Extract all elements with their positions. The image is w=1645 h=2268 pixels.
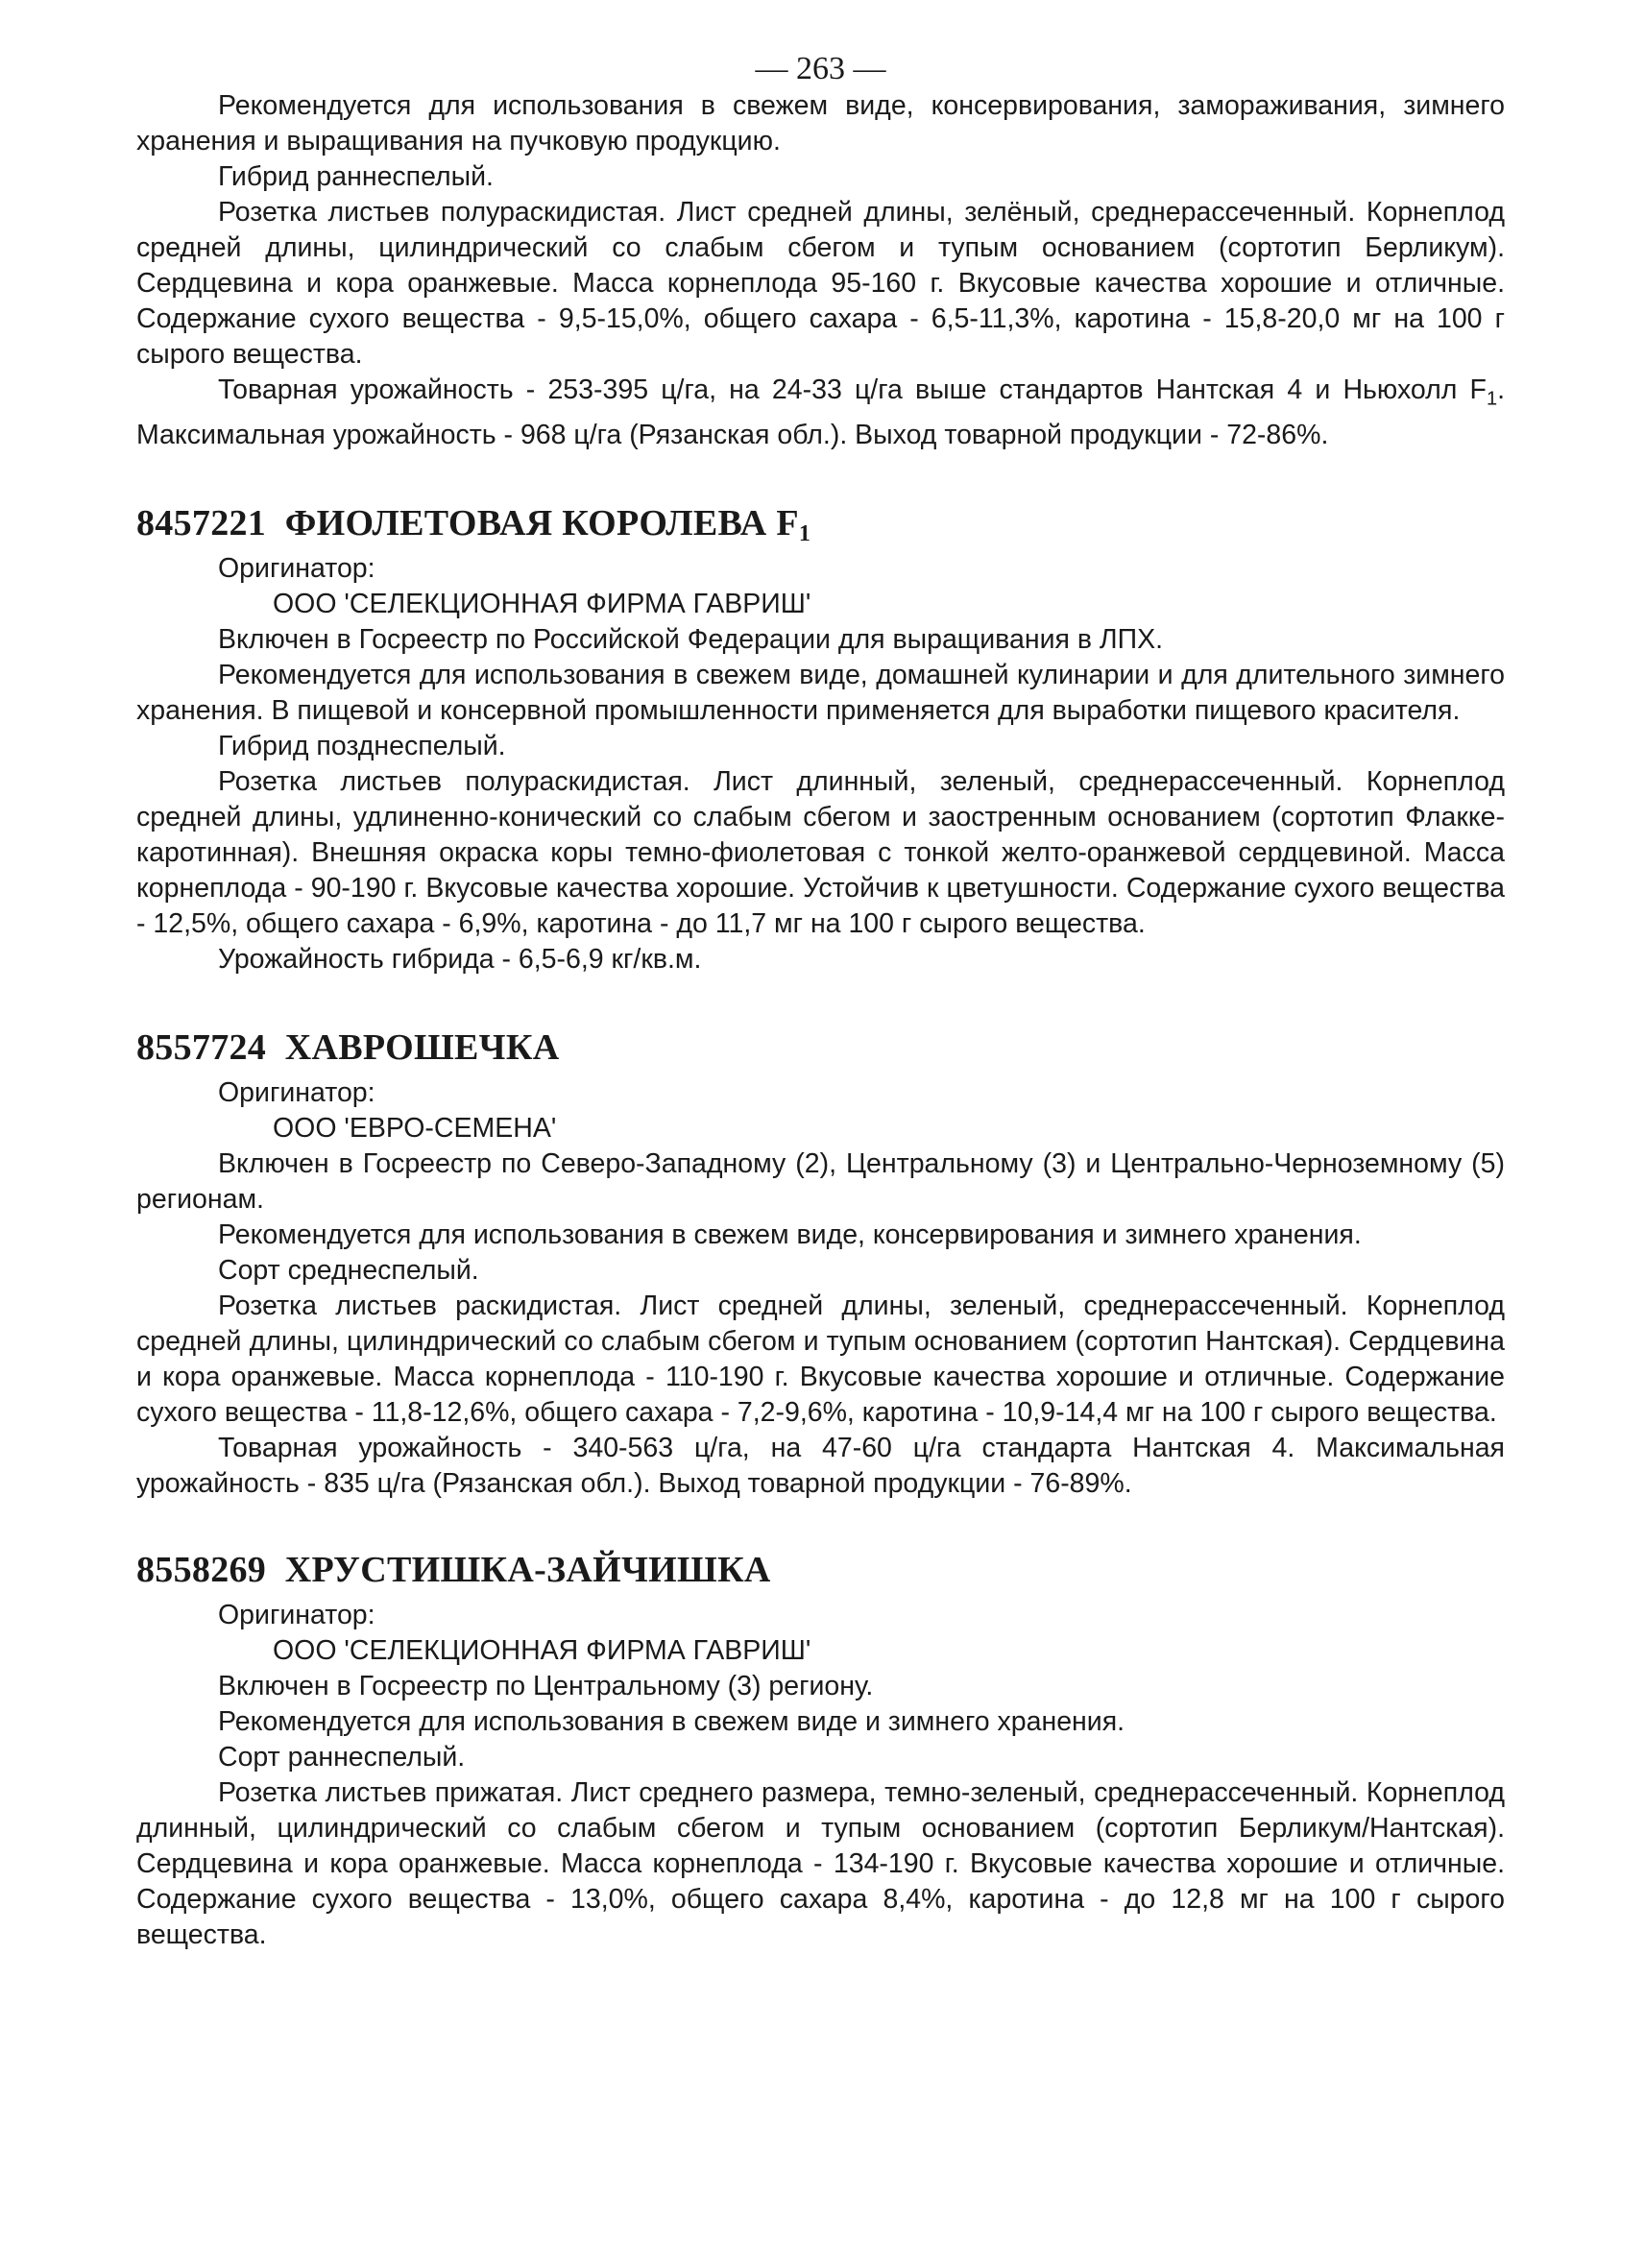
entry-name-subscript: 1 xyxy=(798,520,811,546)
maturity-text: Сорт среднеспелый. xyxy=(218,1254,479,1286)
document-page xyxy=(136,50,1505,1953)
description-text: Розетка листьев полураскидистая. Лист средней длины, зелёный, среднерассеченный. Корнеплод средней длины, цилиндрический со слабым сбегом и тупым основанием (сортотип Берликум). Сердцевина и кора оранжевые. Масса корнеплода 95-160 г. Вкусовые качества хорошие и отличные. Содержание сухого вещества - 9,5-15,0%, общего сахара - 6,5-11,3%, каротина - 15,8-20,0 мг на 100 г сырого вещества. xyxy=(136,197,1505,370)
maturity-text: Гибрид раннеспелый. xyxy=(218,161,494,192)
maturity-text: Сорт раннеспелый. xyxy=(218,1741,466,1773)
entry-name: ХРУСТИШКА-ЗАЙЧИШКА xyxy=(284,1549,771,1590)
entry-name: ХАВРОШЕЧКА xyxy=(284,1026,560,1068)
recommendation-text: Рекомендуется для использования в свежем виде, консервирования и зимнего хранения. xyxy=(218,1218,1362,1250)
yield-text-part1: Товарная урожайность - 253-395 ц/га, на 24-33 ц/га выше стандартов Нантская 4 и Ньюхолл F xyxy=(218,374,1487,405)
description-text: Розетка листьев прижатая. Лист среднего размера, темно-зеленый, среднерассеченный. Корнеплод длинный, цилиндрический со слабым сбегом и тупым основанием (сортотип Берликум/Нантская). Сердцевина и кора оранжевые. Масса корнеплода - 134-190 г. Вкусовые качества хорошие и отличные. Содержание сухого вещества - 13,0%, общего сахара 8,4%, каротина - до 12,8 мг на 100 г сырого вещества. xyxy=(136,1776,1505,1950)
entry-title xyxy=(136,501,1505,545)
registry-text: Включен в Госреестр по Северо-Западному (2), Центральному (3) и Центрально-Черноземному (5) регионам. xyxy=(136,1147,1505,1215)
yield-text: Товарная урожайность - 340-563 ц/га, на 47-60 ц/га стандарта Нантская 4. Максимальная урожайность - 835 ц/га (Рязанская обл.). Выход товарной продукции - 76-89%. xyxy=(136,1432,1505,1499)
registry-text: Включен в Госреестр по Российской Федерации для выращивания в ЛПХ. xyxy=(218,623,1164,655)
entry-title xyxy=(136,1548,1505,1592)
registry-text: Включен в Госреестр по Центральному (3) региону. xyxy=(218,1670,874,1701)
entry-number: 8557724 xyxy=(136,1026,267,1068)
originator-name: ООО 'СЕЛЕКЦИОННАЯ ФИРМА ГАВРИШ' xyxy=(273,588,811,619)
description-text: Розетка листьев полураскидистая. Лист длинный, зеленый, среднерассеченный. Корнеплод средней длины, удлиненно-конический со слабым сбегом и заостренным основанием (сортотип Флакке-каротинная). Внешняя окраска коры темно-фиолетовая с тонкой желто-оранжевой сердцевиной. Масса корнеплода - 90-190 г. Вкусовые качества хорошие. Устойчив к цветушности. Содержание сухого вещества - 12,5%, общего сахара - 6,9%, каротина - до 11,7 мг на 100 г сырого вещества. xyxy=(136,765,1505,939)
variety-entry xyxy=(136,1025,1505,1502)
originator-name: ООО 'СЕЛЕКЦИОННАЯ ФИРМА ГАВРИШ' xyxy=(273,1634,811,1666)
yield-text-part2: . Максимальная урожайность - 968 ц/га (Рязанская обл.). Выход товарной продукции - 72-86%. xyxy=(136,374,1505,450)
originator-label: Оригинатор: xyxy=(218,552,375,584)
description-text: Розетка листьев раскидистая. Лист средней длины, зеленый, среднерассеченный. Корнеплод средней длины, цилиндрический со слабым сбегом и тупым основанием (сортотип Нантская). Сердцевина и кора оранжевые. Масса корнеплода - 110-190 г. Вкусовые качества хорошие и отличные. Содержание сухого вещества - 11,8-12,6%, общего сахара - 7,2-9,6%, каротина - 10,9-14,4 мг на 100 г сырого вещества. xyxy=(136,1290,1505,1428)
yield-text xyxy=(136,373,1505,453)
page-number: — 263 — xyxy=(755,51,886,86)
maturity-text: Гибрид позднеспелый. xyxy=(218,730,506,761)
entry-title xyxy=(136,1025,1505,1070)
yield-text-subscript: 1 xyxy=(1486,388,1498,410)
originator-label: Оригинатор: xyxy=(218,1599,375,1630)
recommendation-text: Рекомендуется для использования в свежем виде, домашней кулинарии и для длительного зимнего хранения. В пищевой и консервной промышленности применяется для выработки пищевого красителя. xyxy=(136,659,1505,726)
variety-entry xyxy=(136,1548,1505,1953)
originator-label: Оригинатор: xyxy=(218,1076,375,1108)
originator-name: ООО 'ЕВРО-СЕМЕНА' xyxy=(273,1112,557,1144)
yield-text: Урожайность гибрида - 6,5-6,9 кг/кв.м. xyxy=(218,943,702,975)
entry-number: 8558269 xyxy=(136,1549,267,1590)
entry-number: 8457221 xyxy=(136,502,267,543)
recommendation-text: Рекомендуется для использования в свежем виде, консервирования, замораживания, зимнего хранения и выращивания на пучковую продукцию. xyxy=(136,90,1505,157)
recommendation-text: Рекомендуется для использования в свежем виде и зимнего хранения. xyxy=(218,1705,1125,1737)
entry-name: ФИОЛЕТОВАЯ КОРОЛЕВА F xyxy=(284,502,799,543)
variety-entry xyxy=(136,501,1505,977)
previous-entry-continuation xyxy=(136,88,1505,453)
